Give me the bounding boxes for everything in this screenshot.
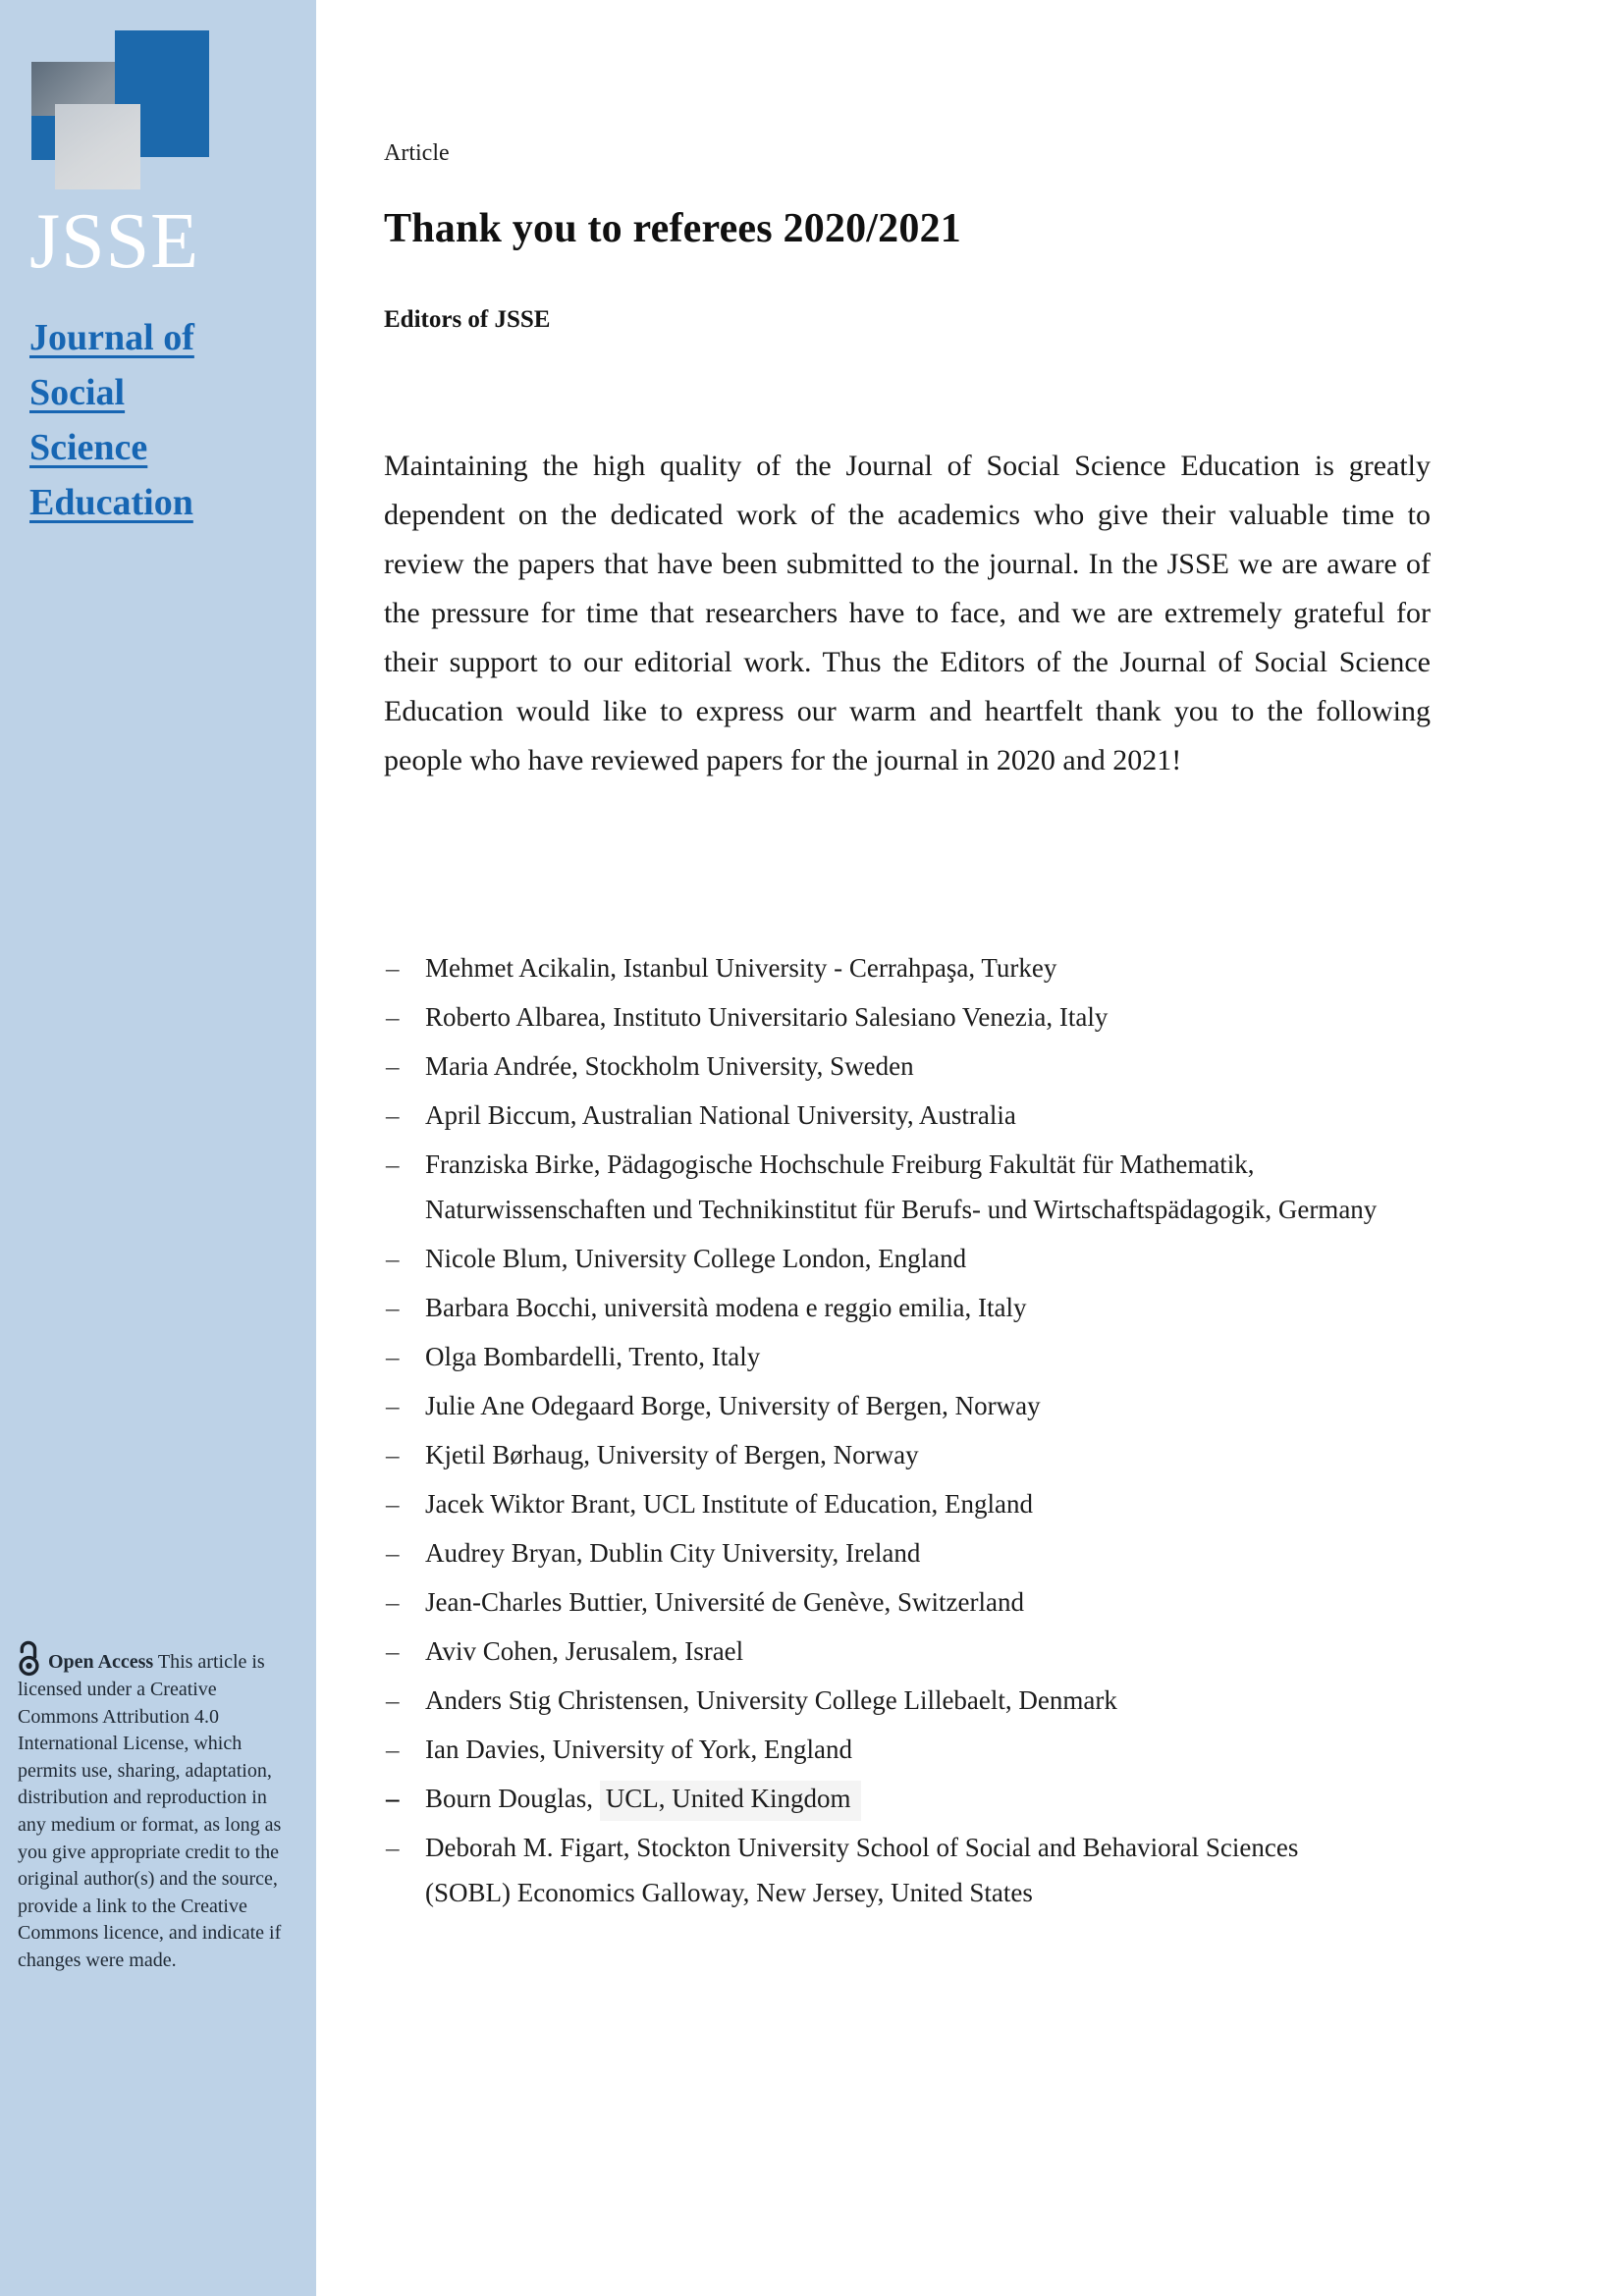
open-access-text: This article is licensed under a Creative Commons Attribution 4.0 International License, which permits use, sharing, adaptation, distribution and reproduction in any medium or format, as long as you give appropriate credit to the original author(s) and the source, provide a link to the Creative Commons licence, and indicate if changes were made.: [18, 1651, 282, 1971]
dash-bullet: –: [386, 1051, 400, 1081]
dash-bullet: –: [386, 1587, 400, 1617]
reviewer-item: [384, 1825, 1387, 1915]
reviewer-text: Olga Bombardelli, Trento, Italy: [425, 1342, 761, 1371]
reviewer-text: Audrey Bryan, Dublin City University, Ireland: [425, 1538, 921, 1568]
reviewer-item: [384, 945, 1387, 990]
reviewer-item: [384, 1678, 1387, 1723]
reviewer-item: [384, 1776, 1387, 1821]
journal-home-link[interactable]: [29, 310, 295, 530]
reviewer-item: [384, 1142, 1387, 1232]
reviewer-text: Barbara Bocchi, università modena e reggio emilia, Italy: [425, 1293, 1027, 1322]
dash-bullet: –: [386, 1538, 400, 1568]
reviewer-text: Bourn Douglas, UCL, United Kingdom: [425, 1781, 861, 1821]
reviewer-text: Mehmet Acikalin, Istanbul University - Cerrahpaşa, Turkey: [425, 953, 1057, 983]
reviewer-item: [384, 1530, 1387, 1575]
dash-bullet: –: [386, 1735, 400, 1764]
dash-bullet: –: [386, 953, 400, 983]
reviewer-item: [384, 1629, 1387, 1674]
journal-link-line: Journal of: [29, 317, 194, 358]
dash-bullet: –: [386, 1149, 400, 1179]
reviewer-text: Maria Andrée, Stockholm University, Sweden: [425, 1051, 914, 1081]
dash-bullet: –: [386, 1244, 400, 1273]
dash-bullet: –: [386, 1100, 400, 1130]
sidebar: [0, 0, 316, 2296]
jsse-logo: [0, 0, 316, 196]
dash-bullet: –: [386, 1342, 400, 1371]
highlighted-text: UCL, United Kingdom: [600, 1781, 861, 1821]
journal-link-line: Social: [29, 372, 126, 413]
reviewer-text: Franziska Birke, Pädagogische Hochschule Freiburg Fakultät für Mathematik, Naturwissenschaften und Technikinstitut für Berufs- und Wirtschaftspädagogik, Germany: [425, 1149, 1378, 1224]
reviewer-item: [384, 1481, 1387, 1526]
reviewer-item: [384, 1579, 1387, 1625]
dash-bullet: –: [386, 1489, 400, 1519]
intro-paragraph: Maintaining the high quality of the Journal of Social Science Education is greatly dependent on the dedicated work of the academics who give their valuable time to review the papers that have been submitted to the journal. In the JSSE we are aware of the pressure for time that researchers have to face, and we are extremely grateful for their support to our editorial work. Thus the Editors of the Journal of Social Science Education would like to express our warm and heartfelt thank you to the following people who have reviewed papers for the journal in 2020 and 2021!: [384, 450, 1431, 776]
reviewer-item: [384, 1093, 1387, 1138]
dash-bullet: –: [386, 1636, 400, 1666]
reviewer-text: Kjetil Børhaug, University of Bergen, Norway: [425, 1440, 919, 1469]
reviewer-item: [384, 1236, 1387, 1281]
dash-bullet: –: [386, 1293, 400, 1322]
dash-bullet: –: [386, 1002, 400, 1032]
open-access-label: Open Access: [48, 1651, 154, 1673]
open-lock-icon: [18, 1639, 40, 1677]
reviewer-text: Deborah M. Figart, Stockton University School of Social and Behavioral Sciences (SOBL) Economics Galloway, New Jersey, United States: [425, 1833, 1299, 1907]
journal-link-line: Education: [29, 482, 193, 523]
reviewer-text: Aviv Cohen, Jerusalem, Israel: [425, 1636, 744, 1666]
page-title: Thank you to referees 2020/2021: [384, 206, 961, 251]
reviewer-item: [384, 1383, 1387, 1428]
open-access-notice: [18, 1639, 298, 1975]
reviewer-text: Julie Ane Odegaard Borge, University of Bergen, Norway: [425, 1391, 1041, 1420]
reviewer-item: [384, 1432, 1387, 1477]
dash-bullet: –: [386, 1833, 400, 1862]
reviewer-item: [384, 994, 1387, 1040]
logo-light-square: [55, 104, 140, 189]
reviewers-list: [384, 945, 1387, 1919]
dash-bullet: –: [386, 1391, 400, 1420]
reviewer-item: [384, 1727, 1387, 1772]
reviewer-text: Jean-Charles Buttier, Université de Genève, Switzerland: [425, 1587, 1024, 1617]
reviewer-item: [384, 1043, 1387, 1089]
dash-bullet: –: [386, 1685, 400, 1715]
article-byline: Editors of JSSE: [384, 306, 551, 333]
reviewer-text: April Biccum, Australian National University, Australia: [425, 1100, 1016, 1130]
reviewer-text: Nicole Blum, University College London, England: [425, 1244, 967, 1273]
dash-bullet: –: [386, 1440, 400, 1469]
reviewer-text: Jacek Wiktor Brant, UCL Institute of Education, England: [425, 1489, 1034, 1519]
dash-bullet: –: [386, 1784, 400, 1813]
reviewer-text: Anders Stig Christensen, University College Lillebaelt, Denmark: [425, 1685, 1117, 1715]
reviewer-item: [384, 1334, 1387, 1379]
article-kicker: Article: [384, 140, 450, 166]
logo-wordmark: JSSE: [29, 198, 199, 285]
reviewer-item: [384, 1285, 1387, 1330]
journal-link-line: Science: [29, 427, 148, 468]
reviewer-text: Roberto Albarea, Instituto Universitario Salesiano Venezia, Italy: [425, 1002, 1109, 1032]
reviewer-text: Ian Davies, University of York, England: [425, 1735, 852, 1764]
